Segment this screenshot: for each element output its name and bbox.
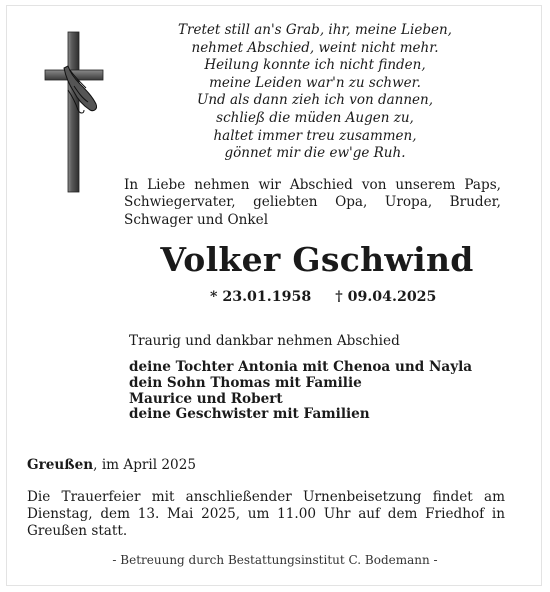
intro-text: In Liebe nehmen wir Abschied von unserem Paps, Schwiegervater, geliebten Opa, Uropa, Bruder, Schwager und Onkel	[124, 177, 501, 228]
place-name: Greußen	[27, 457, 94, 473]
poem-line: Tretet still an's Grab, ihr, meine Lieben,	[178, 22, 452, 38]
poem-line: meine Leiden war'n zu schwer.	[209, 74, 421, 91]
cross-with-praying-hands-icon	[44, 30, 104, 195]
poem-line: nehmet Abschied, weint nicht mehr.	[191, 39, 439, 56]
mourner-line: dein Sohn Thomas mit Familie	[129, 374, 362, 391]
life-dates	[210, 289, 436, 305]
poem-line: gönnet mir die ew'ge Ruh.	[224, 145, 406, 162]
place-date	[27, 457, 196, 473]
poem-line: schließ die müden Augen zu,	[216, 109, 414, 126]
funeral-home-credit: - Betreuung durch Bestattungsinstitut C. Bodemann -	[112, 553, 438, 567]
death-date: † 09.04.2025	[335, 289, 437, 305]
poem-line: haltet immer treu zusammen,	[213, 127, 417, 144]
birth-date: * 23.01.1958	[210, 289, 312, 305]
poem	[150, 22, 480, 163]
mourners-list	[129, 360, 472, 423]
mourner-line: Maurice und Robert	[129, 390, 283, 407]
service-info: Die Trauerfeier mit anschließender Urnenbeisetzung findet am Dienstag, dem 13. Mai 2025, um 11.00 Uhr auf dem Friedhof in Greußen statt.	[27, 489, 505, 540]
poem-line: Und als dann zieh ich von dannen,	[196, 92, 434, 109]
deceased-name: Volker Gschwind	[160, 240, 474, 279]
date-text: , im April 2025	[93, 457, 197, 473]
poem-line: Heilung konnte ich nicht finden,	[204, 57, 426, 74]
mourner-line: deine Geschwister mit Familien	[129, 406, 370, 423]
mourning-intro: Traurig und dankbar nehmen Abschied	[129, 333, 400, 349]
mourner-line: deine Tochter Antonia mit Chenoa und Nayla	[129, 359, 473, 375]
